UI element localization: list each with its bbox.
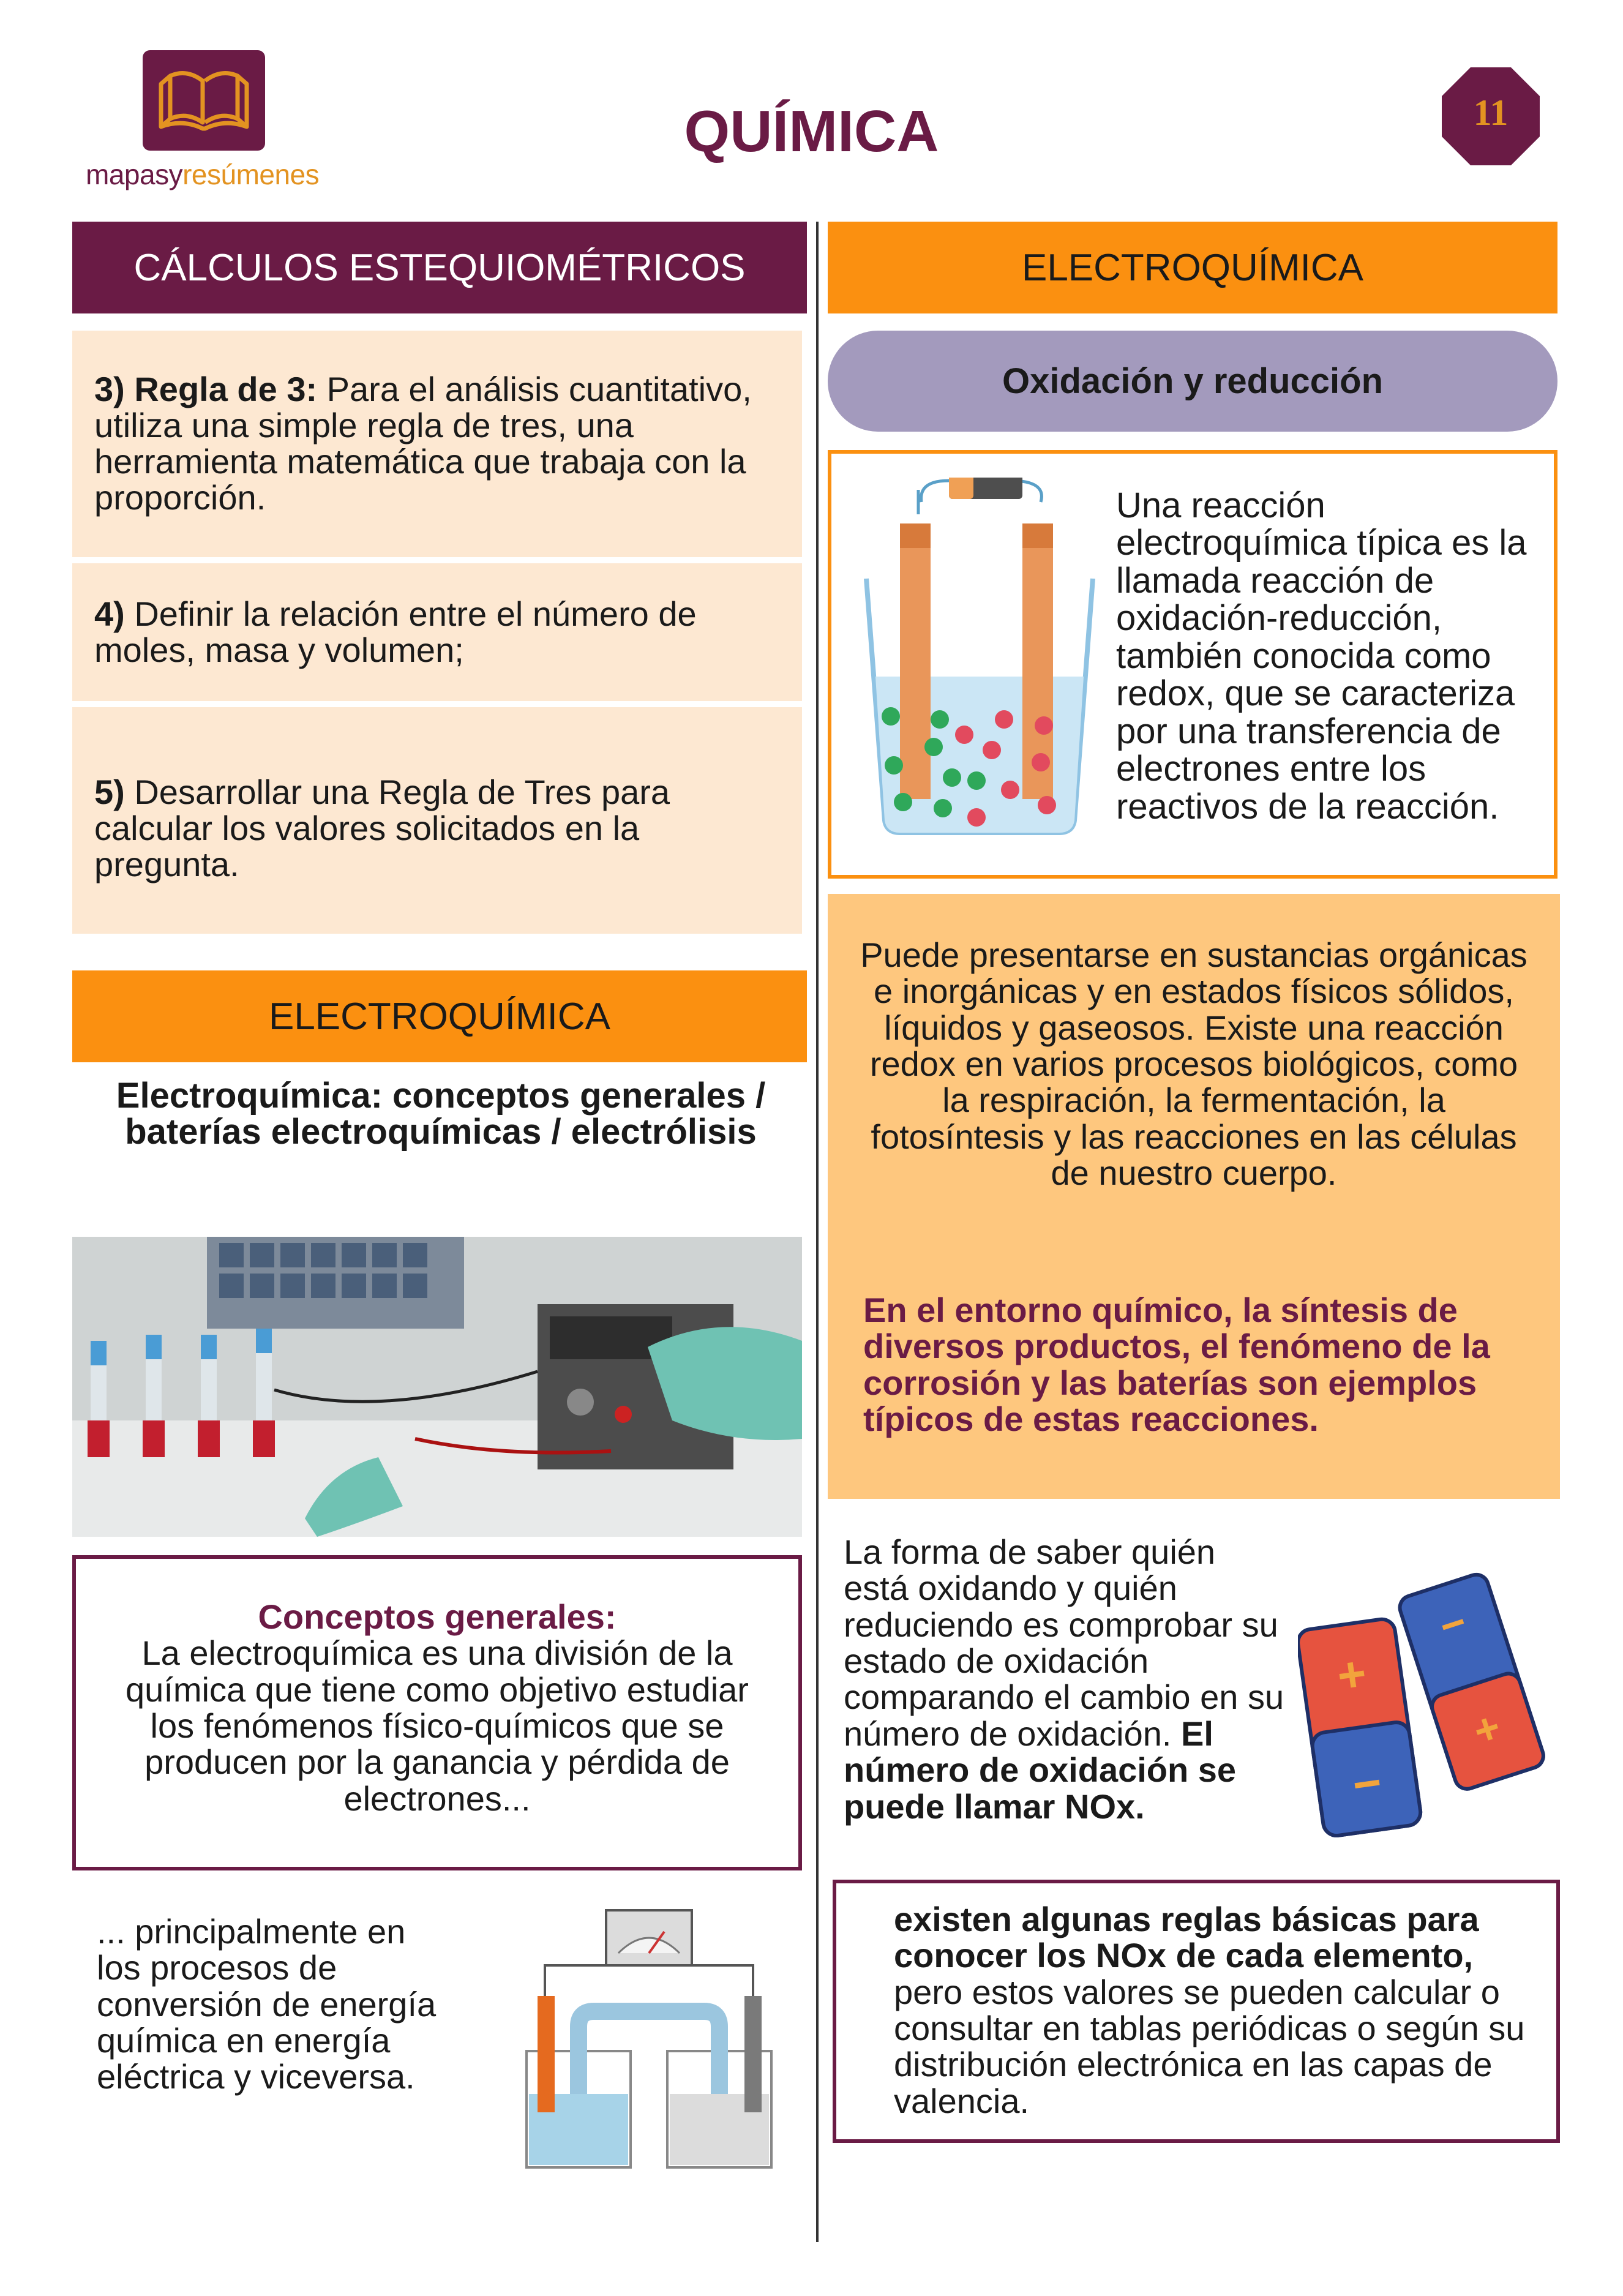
step-3-card <box>72 331 802 557</box>
section-header-electroquimica-right: ELECTROQUÍMICA <box>828 222 1557 313</box>
step-3-text: Para el análisis cuantitativo, utiliza una simple regla de tres, una herramienta matemática que trabaja con la proporción. <box>94 370 752 517</box>
step-4-label: 4) <box>94 594 125 633</box>
step-5-label: 5) <box>94 773 125 811</box>
redox-text: Una reacción electroquímica típica es la llamada reacción de oxidación-reducción, también conocida como redox, que se caracteriza por una transferencia de electrones entre los reactivos de la reacción. <box>1116 486 1527 827</box>
page-number: 11 <box>1473 92 1509 133</box>
step-5-card <box>72 707 802 934</box>
rules-text <box>894 1901 1531 2119</box>
electrolytic-cell-icon <box>520 1904 778 2174</box>
batteries-icon <box>1298 1543 1555 1843</box>
beaker-ions-icon <box>857 478 1102 845</box>
step-3-label: 3) Regla de 3: <box>94 370 318 409</box>
svg-text:+: + <box>1333 1645 1370 1704</box>
nox-text-bold: El número de oxidación se puede llamar NOx. <box>844 1714 1237 1826</box>
svg-text:−: − <box>1349 1754 1385 1813</box>
logo-text: mapasyresúmenes <box>86 159 320 190</box>
section-header-electroquimica-left: ELECTROQUÍMICA <box>72 970 807 1062</box>
svg-text:−: − <box>1433 1597 1472 1651</box>
examples-text: En el entorno químico, la síntesis de diversos productos, el fenómeno de la corrosión y las baterías son ejemplos típicos de estas reacciones. <box>863 1291 1490 1439</box>
states-text: Puede presentarse en sustancias orgánicas e inorgánicas y en estados físicos sólidos, líquidos y gaseosos. Existe una reacción redox en varios procesos biológicos, como la respiración, la fermentación, la fotosíntesis y las reacciones en las células de nuestro cuerpo. <box>860 936 1527 1193</box>
column-divider <box>816 222 819 2242</box>
step-4-text: Definir la relación entre el número de moles, masa y volumen; <box>94 594 697 669</box>
concepts-card <box>72 1555 802 1870</box>
concepts-title: Conceptos generales: <box>258 1597 617 1636</box>
section-header-calculos: CÁLCULOS ESTEQUIOMÉTRICOS <box>72 222 807 313</box>
continuation-text: ... principalmente en los procesos de conversión de energía química en energía eléctrica y viceversa. <box>97 1912 437 2096</box>
nox-text <box>844 1534 1284 1825</box>
electrochem-subtitle: Electroquímica: conceptos generales / baterías electroquímicas / electrólisis <box>116 1076 766 1152</box>
nox-text-plain: La forma de saber quién está oxidando y quién reduciendo es comprobar su estado de oxidación comparando el cambio en su número de oxidación. <box>844 1533 1284 1753</box>
step-5-text: Desarrollar una Regla de Tres para calcular los valores solicitados en la pregunta. <box>94 773 670 884</box>
rules-text-plain: pero estos valores se pueden calcular o consultar en tablas periódicas o según su distribución electrónica en las capas de valencia. <box>894 1972 1525 2120</box>
concepts-text: La electroquímica es una división de la química que tiene como objetivo estudiar los fenómenos físico-químicos que se producen por la ganancia y pérdida de electrones... <box>126 1634 749 1818</box>
step-4-card <box>72 563 802 701</box>
svg-text:+: + <box>1467 1702 1507 1756</box>
redox-pill: Oxidación y reducción <box>828 331 1557 432</box>
lab-photo <box>72 1237 802 1537</box>
rules-text-bold: existen algunas reglas básicas para conocer los NOx de cada elemento, <box>894 1900 1479 1975</box>
page-title: QUÍMICA <box>684 99 939 164</box>
